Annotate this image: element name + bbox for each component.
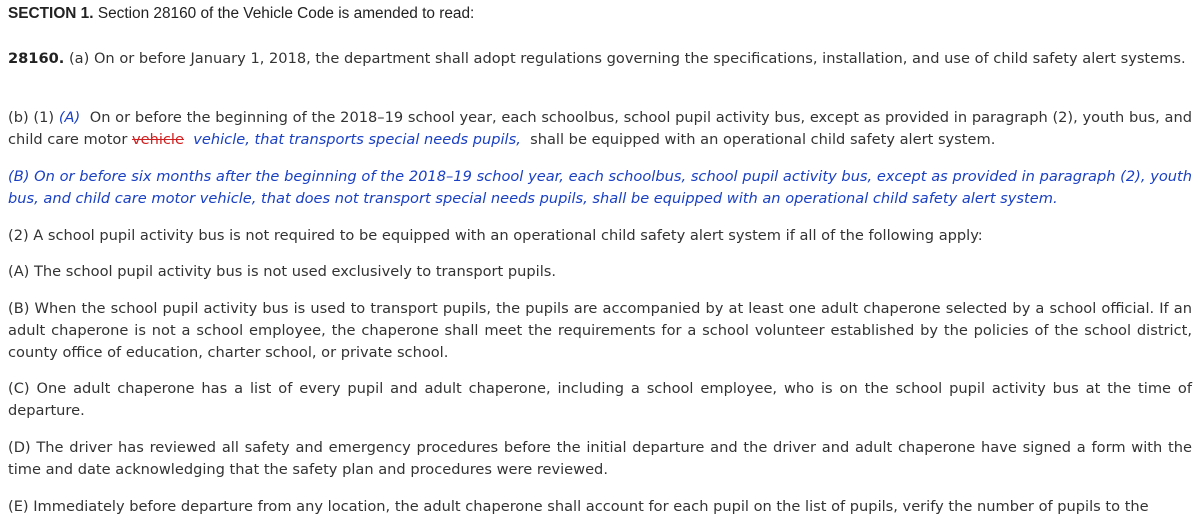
section-label: SECTION 1. bbox=[8, 5, 94, 22]
paragraph-text: (a) On or before January 1, 2018, the department shall adopt regulations governing the specifications, installation, and use of child safety alert systems. bbox=[68, 50, 1186, 67]
paragraph-b1-B-inserted: (B) On or before six months after the beginning of the 2018–19 school year, each schoolbus, school pupil activity bus, except as provided in paragraph (2), youth bus, and child care motor vehicle, that does not transport special needs pupils, shall be equipped with an operational child safety alert system. bbox=[8, 168, 1192, 207]
inserted-text: vehicle, that transports special needs pupils, bbox=[193, 131, 521, 148]
paragraph-28160-a bbox=[8, 48, 1192, 70]
section-number: 28160. bbox=[8, 50, 65, 67]
paragraph-2-D: (D) The driver has reviewed all safety and emergency procedures before the initial departure and the driver and adult chaperone have signed a form with the time and date acknowledging that the safety plan and procedures were reviewed. bbox=[8, 439, 1192, 478]
section-text: Section 28160 of the Vehicle Code is amended to read: bbox=[97, 5, 475, 22]
paragraph-text: On or before the beginning of the 2018–19 school year, each schoolbus, school pupil activity bus, except as provided in paragraph (2), youth bus, and child care motor bbox=[8, 109, 1192, 148]
paragraph-2-E: (E) Immediately before departure from any location, the adult chaperone shall account for each pupil on the list of pupils, verify the number of pupils to the bbox=[8, 498, 1149, 515]
paragraph-2-C: (C) One adult chaperone has a list of every pupil and adult chaperone, including a school employee, who is on the school pupil activity bus at the time of departure. bbox=[8, 380, 1192, 419]
paragraph-2: (2) A school pupil activity bus is not required to be equipped with an operational child safety alert system if all of the following apply: bbox=[8, 227, 983, 244]
paragraph-text: shall be equipped with an operational child safety alert system. bbox=[530, 131, 996, 148]
inserted-text: (A) bbox=[58, 109, 81, 126]
paragraph-2-A: (A) The school pupil activity bus is not used exclusively to transport pupils. bbox=[8, 263, 557, 280]
deleted-text: vehicle bbox=[131, 131, 184, 148]
paragraph-prefix: (b) (1) bbox=[8, 109, 55, 126]
paragraph-2-B: (B) When the school pupil activity bus is used to transport pupils, the pupils are accompanied by at least one adult chaperone selected by a school official. If an adult chaperone is not a school employee, the chaperone shall meet the requirements for a school volunteer established by the policies of the school district, county office of education, charter school, or private school. bbox=[8, 300, 1192, 361]
section-heading bbox=[8, 3, 1192, 25]
paragraph-b1 bbox=[8, 107, 1192, 151]
